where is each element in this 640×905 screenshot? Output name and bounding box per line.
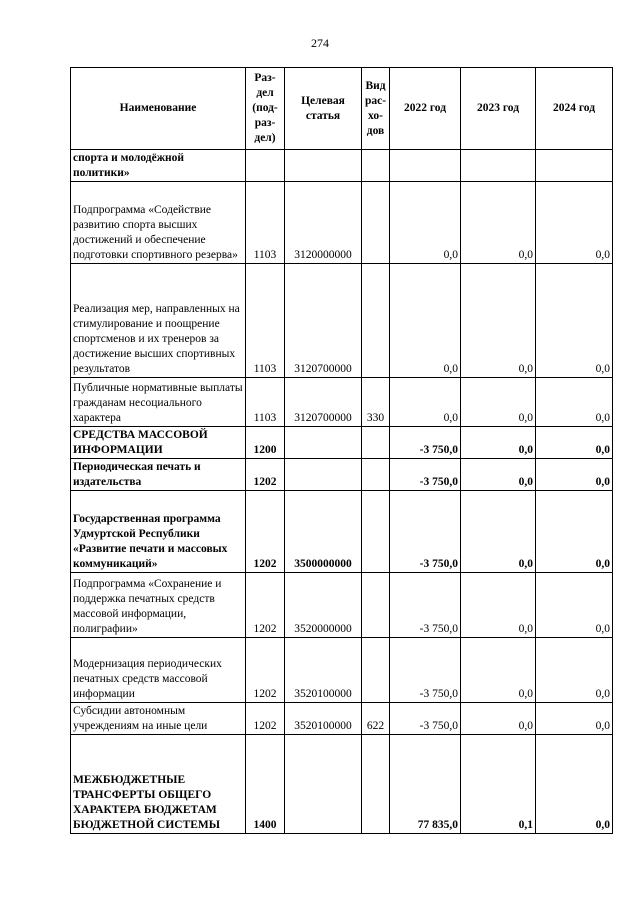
row-section-cell: 1202 [246,491,285,573]
row-type-cell [362,459,390,491]
row-section-cell [246,150,285,182]
table-row [71,491,613,573]
row-name-cell: Субсидии автономным учреждениям на иные цели [71,703,246,735]
row-section-cell: 1103 [246,264,285,378]
row-2024-cell: 0,0 [536,459,613,491]
row-2023-cell: 0,0 [461,703,536,735]
row-2024-cell: 0,0 [536,573,613,638]
budget-table [70,67,613,834]
table-row [71,459,613,491]
row-2022-cell: 0,0 [390,182,461,264]
header-2024: 2024 год [536,68,613,150]
header-row [71,68,613,150]
row-target-cell [285,735,362,834]
row-2022-cell: -3 750,0 [390,638,461,703]
row-name-cell: спорта и молодёжной политики» [71,150,246,182]
row-2022-cell: -3 750,0 [390,427,461,459]
row-type-cell [362,491,390,573]
row-2022-cell [390,150,461,182]
header-name: Наименование [71,68,246,150]
row-name-cell: Публичные нормативные выплаты гражданам несоциального характера [71,378,246,427]
row-target-cell: 3500000000 [285,491,362,573]
row-2024-cell: 0,0 [536,735,613,834]
row-type-cell: 330 [362,378,390,427]
row-2023-cell: 0,0 [461,182,536,264]
row-2022-cell: 0,0 [390,264,461,378]
row-section-cell: 1202 [246,459,285,491]
row-name-cell: Подпрограмма «Сохранение и поддержка печатных средств массовой информации, полиграфии» [71,573,246,638]
row-section-cell: 1202 [246,573,285,638]
row-2022-cell: 0,0 [390,378,461,427]
row-2024-cell: 0,0 [536,638,613,703]
row-name-cell: МЕЖБЮДЖЕТНЫЕ ТРАНСФЕРТЫ ОБЩЕГО ХАРАКТЕРА БЮДЖЕТАМ БЮДЖЕТНОЙ СИСТЕМЫ [71,735,246,834]
row-name-cell: СРЕДСТВА МАССОВОЙ ИНФОРМАЦИИ [71,427,246,459]
row-type-cell [362,735,390,834]
row-name-cell: Модернизация периодических печатных средств массовой информации [71,638,246,703]
row-type-cell [362,182,390,264]
row-2024-cell: 0,0 [536,378,613,427]
row-section-cell: 1400 [246,735,285,834]
row-target-cell: 3520100000 [285,703,362,735]
row-2024-cell: 0,0 [536,264,613,378]
table-row [71,703,613,735]
table-row [71,150,613,182]
row-target-cell: 3520000000 [285,573,362,638]
row-name-cell: Подпрограмма «Содействие развитию спорта высших достижений и обеспечение подготовки спортивного резерва» [71,182,246,264]
row-2023-cell: 0,0 [461,264,536,378]
row-target-cell: 3120000000 [285,182,362,264]
row-target-cell: 3520100000 [285,638,362,703]
row-section-cell: 1103 [246,182,285,264]
row-2022-cell: -3 750,0 [390,573,461,638]
row-name-cell: Реализация мер, направленных на стимулирование и поощрение спортсменов и их тренеров за достижение высших спортивных результатов [71,264,246,378]
row-name-cell: Государственная программа Удмуртской Республики «Развитие печати и массовых коммуникаций» [71,491,246,573]
header-type: Вид рас- хо- дов [362,68,390,150]
row-2022-cell: -3 750,0 [390,491,461,573]
table-row [71,638,613,703]
row-2023-cell: 0,0 [461,427,536,459]
header-2022: 2022 год [390,68,461,150]
row-section-cell: 1103 [246,378,285,427]
table-row [71,378,613,427]
row-target-cell [285,427,362,459]
row-2023-cell: 0,0 [461,378,536,427]
row-type-cell [362,638,390,703]
row-section-cell: 1200 [246,427,285,459]
row-target-cell [285,150,362,182]
row-2022-cell: -3 750,0 [390,459,461,491]
row-name-cell: Периодическая печать и издательства [71,459,246,491]
row-target-cell [285,459,362,491]
row-target-cell: 3120700000 [285,378,362,427]
row-2023-cell: 0,0 [461,638,536,703]
table-body [71,150,613,834]
header-target: Целевая статья [285,68,362,150]
table-row [71,427,613,459]
row-2024-cell: 0,0 [536,427,613,459]
header-section: Раз- дел (под- раз- дел) [246,68,285,150]
row-2024-cell: 0,0 [536,182,613,264]
row-2023-cell: 0,0 [461,491,536,573]
row-2024-cell: 0,0 [536,491,613,573]
row-type-cell [362,264,390,378]
row-type-cell [362,573,390,638]
row-type-cell: 622 [362,703,390,735]
row-2022-cell: 77 835,0 [390,735,461,834]
row-type-cell [362,150,390,182]
row-2024-cell [536,150,613,182]
page-number: 274 [311,36,329,50]
table-row [71,573,613,638]
row-section-cell: 1202 [246,703,285,735]
table-row [71,735,613,834]
row-type-cell [362,427,390,459]
row-2023-cell: 0,0 [461,573,536,638]
row-section-cell: 1202 [246,638,285,703]
row-2023-cell: 0,1 [461,735,536,834]
table-row [71,264,613,378]
header-2023: 2023 год [461,68,536,150]
table-row [71,182,613,264]
row-2023-cell: 0,0 [461,459,536,491]
row-2022-cell: -3 750,0 [390,703,461,735]
row-2023-cell [461,150,536,182]
row-target-cell: 3120700000 [285,264,362,378]
row-2024-cell: 0,0 [536,703,613,735]
